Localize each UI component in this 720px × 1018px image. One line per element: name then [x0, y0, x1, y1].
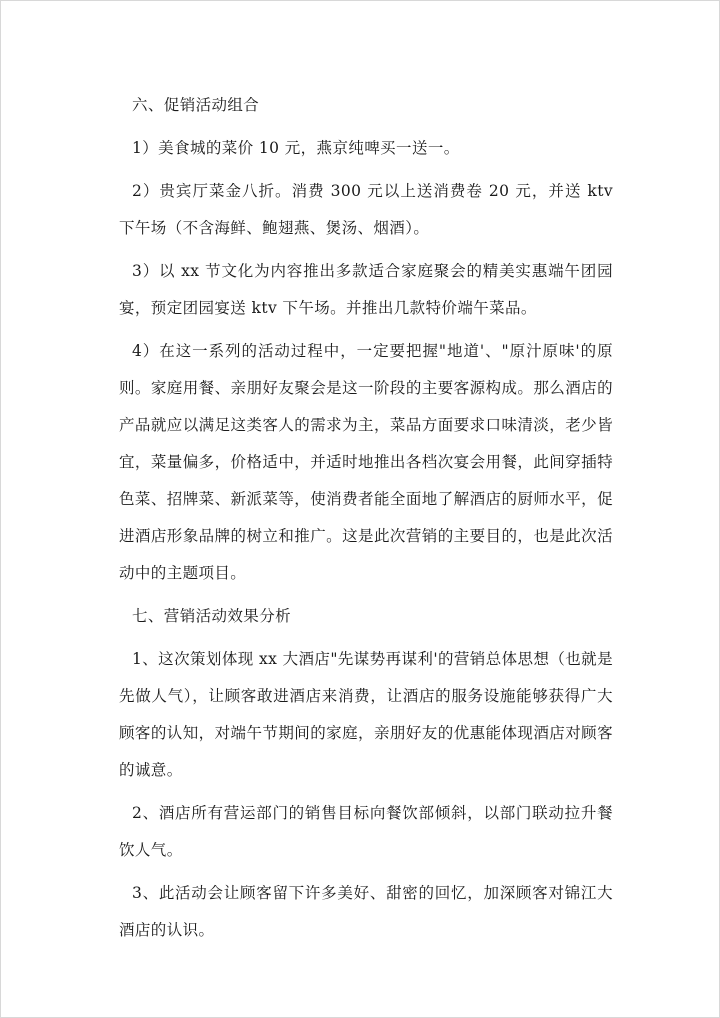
promotion-item-4: 4）在这一系列的活动过程中，一定要把握"地道'、"原汁原味'的原则。家庭用餐、亲朋好友聚会是这一阶段的主要客源构成。那么酒店的产品就应以满足这类客人的需求为主，菜品方面要求口味清淡，老少皆宜，菜量偏多，价格适中，并适时地推出各档次宴会用餐，此间穿插特色菜、招牌菜、新派菜等，使消费者能全面地了解酒店的厨师水平，促进酒店形象品牌的树立和推广。这是此次营销的主要目的，也是此次活动中的主题项目。: [119, 342, 613, 582]
document-body: [119, 87, 613, 955]
promotion-item-3: 3）以 xx 节文化为内容推出多款适合家庭聚会的精美实惠端午团园宴，预定团园宴送 ktv 下午场。并推出几款特价端午菜品。: [119, 262, 613, 317]
promotion-item-2: 2）贵宾厅菜金八折。消费 300 元以上送消费卷 20 元，并送 ktv 下午场（不含海鲜、鲍翅燕、煲汤、烟酒）。: [119, 182, 613, 237]
section-heading-promotion-combination: 六、促销活动组合: [132, 96, 260, 114]
analysis-item-1: 1、这次策划体现 xx 大酒店"先谋势再谋利'的营销总体思想（也就是先做人气），让顾客敢进酒店来消费，让酒店的服务设施能够获得广大顾客的认知，对端午节期间的家庭，亲朋好友的优惠能体现酒店对顾客的诚意。: [119, 650, 613, 779]
analysis-item-3: 3、此活动会让顾客留下许多美好、甜密的回忆，加深顾客对锦江大酒店的认识。: [119, 884, 613, 939]
promotion-item-1: 1）美食城的菜价 10 元，燕京纯啤买一送一。: [132, 139, 460, 157]
analysis-item-2: 2、酒店所有营运部门的销售目标向餐饮部倾斜，以部门联动拉升餐饮人气。: [119, 804, 613, 859]
section-heading-effect-analysis: 七、营销活动效果分析: [132, 607, 292, 625]
